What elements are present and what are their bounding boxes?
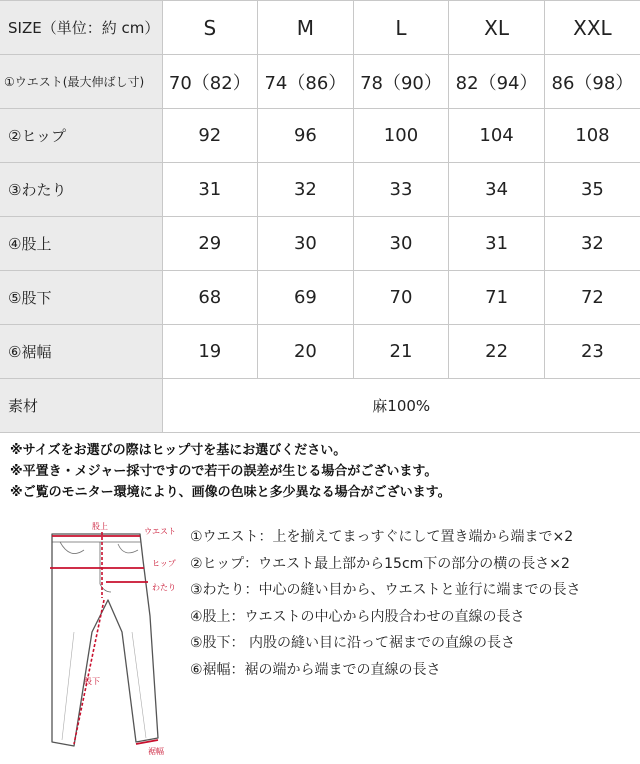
table-row	[0, 217, 640, 271]
table-cell: 71	[449, 271, 545, 325]
table-cell: 23	[544, 325, 640, 379]
table-cell: 74（86）	[258, 55, 354, 109]
table-cell: 30	[353, 217, 449, 271]
size-s-header: S	[162, 1, 258, 55]
notes-section	[10, 440, 635, 503]
row-label-hip: ②ヒップ	[0, 109, 162, 163]
table-cell: 20	[258, 325, 354, 379]
table-cell: 70（82）	[162, 55, 258, 109]
row-label-hem: ⑥裾幅	[0, 325, 162, 379]
table-cell: 22	[449, 325, 545, 379]
definition-hem: ⑥裾幅：裾の端から端までの直線の長さ	[190, 661, 441, 678]
table-row	[0, 325, 640, 379]
size-header-row	[0, 1, 640, 55]
inseam-label: 股下	[84, 677, 100, 686]
definition-rise: ④股上：ウエストの中心から内股合わせの直線の長さ	[190, 608, 525, 625]
table-cell: 68	[162, 271, 258, 325]
hip-label: ヒップ	[152, 559, 176, 568]
note-hip-sizing: ※サイズをお選びの際はヒップ寸を基にお選びください。	[10, 443, 347, 458]
table-cell: 30	[258, 217, 354, 271]
table-cell: 96	[258, 109, 354, 163]
hem-label: 裾幅	[148, 747, 164, 756]
table-cell: 21	[353, 325, 449, 379]
note-monitor-color: ※ご覧のモニター環境により、画像の色味と多少異なる場合がございます。	[10, 485, 451, 500]
definition-hip: ②ヒップ：ウエスト最上部から15cm下の部分の横の長さ×2	[190, 555, 570, 572]
thigh-label: わたり	[152, 583, 176, 592]
row-label-rise: ④股上	[0, 217, 162, 271]
table-cell: 34	[449, 163, 545, 217]
pants-outline	[52, 534, 158, 746]
table-cell: 78（90）	[353, 55, 449, 109]
table-cell: 86（98）	[544, 55, 640, 109]
definition-inseam: ⑤股下： 内股の縫い目に沿って裾までの直線の長さ	[190, 635, 515, 651]
table-cell: 100	[353, 109, 449, 163]
note-measurement-error: ※平置き・メジャー採寸ですので若干の誤差が生じる場合がございます。	[10, 464, 438, 479]
table-cell: 32	[544, 217, 640, 271]
material-label: 素材	[0, 379, 162, 433]
table-cell: 70	[353, 271, 449, 325]
table-cell: 33	[353, 163, 449, 217]
table-cell: 92	[162, 109, 258, 163]
table-row	[0, 163, 640, 217]
table-cell: 72	[544, 271, 640, 325]
size-xxl-header: XXL	[544, 1, 640, 55]
row-label-inseam: ⑤股下	[0, 271, 162, 325]
waist-label: ウエスト	[144, 527, 176, 536]
size-xl-header: XL	[449, 1, 545, 55]
table-cell: 69	[258, 271, 354, 325]
table-row	[0, 55, 640, 109]
table-cell: 35	[544, 163, 640, 217]
definition-waist: ①ウエスト：上を揃えてまっすぐにして置き端から端まで×2	[190, 529, 574, 545]
table-cell: 32	[258, 163, 354, 217]
table-cell: 104	[449, 109, 545, 163]
table-cell: 31	[449, 217, 545, 271]
row-label-thigh: ③わたり	[0, 163, 162, 217]
measurement-definitions	[190, 524, 635, 683]
rise-label: 股上	[92, 522, 108, 531]
row-label-waist: ①ウエスト(最大伸ばし寸)	[0, 55, 162, 109]
material-row	[0, 379, 640, 433]
pants-measurement-diagram	[12, 520, 182, 760]
material-value: 麻100%	[162, 379, 640, 433]
table-row	[0, 271, 640, 325]
table-cell: 19	[162, 325, 258, 379]
table-row	[0, 109, 640, 163]
definition-thigh: ③わたり：中心の縫い目から、ウエストと並行に端までの長さ	[190, 582, 581, 598]
table-cell: 82（94）	[449, 55, 545, 109]
table-cell: 29	[162, 217, 258, 271]
table-cell: 31	[162, 163, 258, 217]
size-m-header: M	[258, 1, 354, 55]
table-cell: 108	[544, 109, 640, 163]
size-l-header: L	[353, 1, 449, 55]
size-header-label: SIZE（単位：約 cm）	[0, 1, 162, 55]
